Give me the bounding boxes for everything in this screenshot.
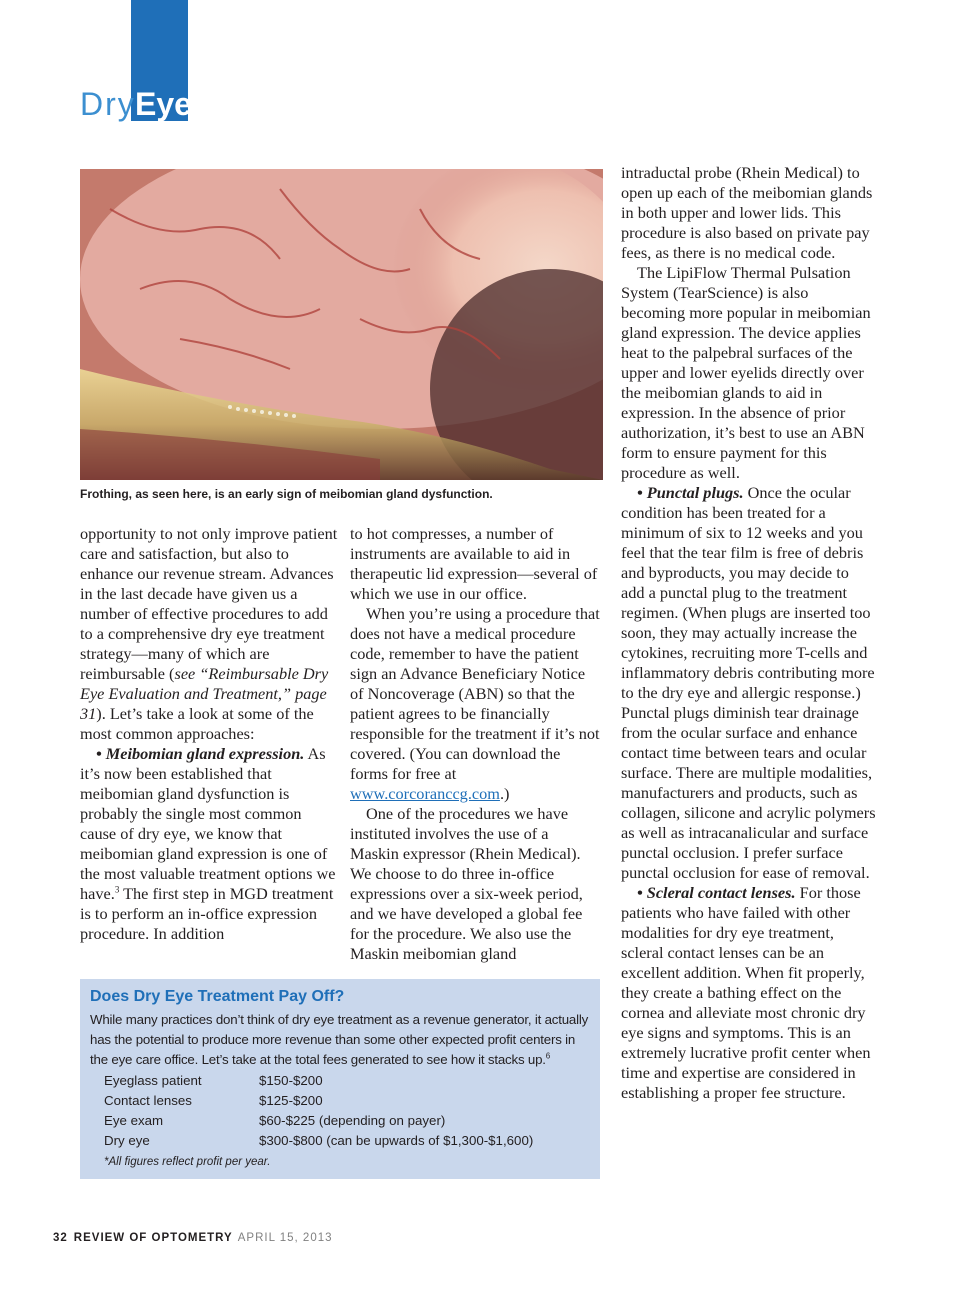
section-label-dry: Dry [80,86,136,122]
sidebar-note: *All figures reflect profit per year. [104,1156,271,1168]
fee-row [104,1071,590,1091]
fee-label: Contact lenses [104,1093,192,1108]
fee-row [104,1091,590,1111]
col3-paragraph-4: • Scleral contact lenses. For those patients who have failed with other modalities for dry eye treatment, scleral contact lenses can be an excellent addition. When fit properly, they create a bathing effect on the cornea and alleviate most chronic dry eye signs and symptoms. This is an extremely lucrative profit center when time and expertise are considered in establishing a proper fee structure. [621,883,871,1102]
fee-label: Eye exam [104,1113,164,1128]
fee-value: $125-$200 [259,1093,323,1108]
col2-paragraph-3: One of the procedures we have instituted involves the use of a Maskin expressor (Rhein Medical). We choose to do three in-office expressions over a six-week period, and we have developed a global fee for the procedure. We also use the Maskin meibomian gland [350,804,583,963]
col3-paragraph-1: intraductal probe (Rhein Medical) to open up each of the meibomian glands in both upper and lower lids. This procedure is also based on private pay fees, as there is no medical code. [621,163,873,262]
fee-value: $150-$200 [259,1073,323,1088]
page-number: 32 [53,1232,68,1244]
eyelid-photo-illustration [80,169,603,480]
fee-label: Dry eye [104,1133,150,1148]
col2-paragraph-1: to hot compresses, a number of instruments are available to aid in therapeutic lid expression—several of which we use in our office. [350,524,598,603]
eyelid-photo [80,169,603,480]
corcoran-link[interactable]: www.corcoranccg.com [350,784,500,803]
fee-row [104,1131,590,1151]
col1-paragraph-2: • Meibomian gland expression. As it’s now been established that meibomian gland dysfunction is probably the single most common cause of dry eye, we know that meibomian gland expression is one of the most valuable treatment options we have.$^3$ The first step in MGD treatment is to perform an in-office expression procedure. In addition [80,744,336,943]
col3-paragraph-3: • Punctal plugs. Once the ocular condition has been treated for a minimum of six to 12 weeks and you feel that the tear film is free of debris and byproducts, you may decide to add a punctal plug to the treatment regimen. (When plugs are inserted too soon, they may actually increase the cytokines, recruiting more T-cells and inflammatory debris contributing more to the dry eye and allergic response.) Punctal plugs diminish tear drainage from the ocular surface and enhance contact time between tears and ocular surface. There are multiple modalities, manufacturers and products, such as collagen, silicone and acrylic polymers as well as intracanalicular and surface punctal occlusion. I prefer surface punctal occlusion for ease of removal. [621,483,876,882]
fee-row [104,1111,590,1131]
issue-date: APRIL 15, 2013 [237,1232,333,1244]
column-1 [80,524,338,944]
fee-value: $300-$800 (can be upwards of $1,300-$1,600) [259,1133,534,1148]
fee-label: Eyeglass patient [104,1073,202,1088]
fee-value: $60-$225 (depending on payer) [259,1113,446,1128]
sidebar-box [80,979,600,1179]
col2-paragraph-2: When you’re using a procedure that does not have a medical procedure code, remember to have the patient sign an Advance Beneficiary Notice of Noncoverage (ABN) so that the patient agrees to be financially responsible for the treatment if it’s not covered. (You can download the forms for free at www.corcoranccg.com.) [350,604,600,803]
figure-caption: Frothing, as seen here, is an early sign of meibomian gland dysfunction. [80,487,493,501]
column-3 [621,163,876,1103]
fee-table [104,1071,590,1151]
sidebar-body: While many practices don’t think of dry eye treatment as a revenue generator, it actually has the potential to produce more revenue than some other expected profit centers in the eye care office. Let’s take at the total fees generated to see how it stacks up.$^6$ [90,1012,589,1067]
magazine-name: REVIEW OF OPTOMETRY [73,1232,233,1244]
sidebar-title: Does Dry Eye Treatment Pay Off? [90,988,345,1005]
page-footer [53,1232,333,1244]
column-2 [350,524,600,964]
section-label-eye: Eye [135,86,192,122]
col1-paragraph-1: opportunity to not only improve patient care and satisfaction, but also to enhance our revenue stream. Advances in the last decade have given us a number of effective procedures to add to a comprehensive dry eye treatment strategy—many of which are reimbursable (see “Reimbursable Dry Eye Evaluation and Treatment,” page 31). Let’s take a look at some of the most common approaches: [80,524,338,743]
col3-paragraph-2: The LipiFlow Thermal Pulsation System (TearScience) is also becoming more popular in meibomian gland expression. The device applies heat to the palpebral surfaces of the upper and lower eyelids directly over the meibomian glands to aid in expression. In the absence of prior authorization, it’s best to use an ABN form to ensure payment for this procedure as well. [621,263,871,482]
